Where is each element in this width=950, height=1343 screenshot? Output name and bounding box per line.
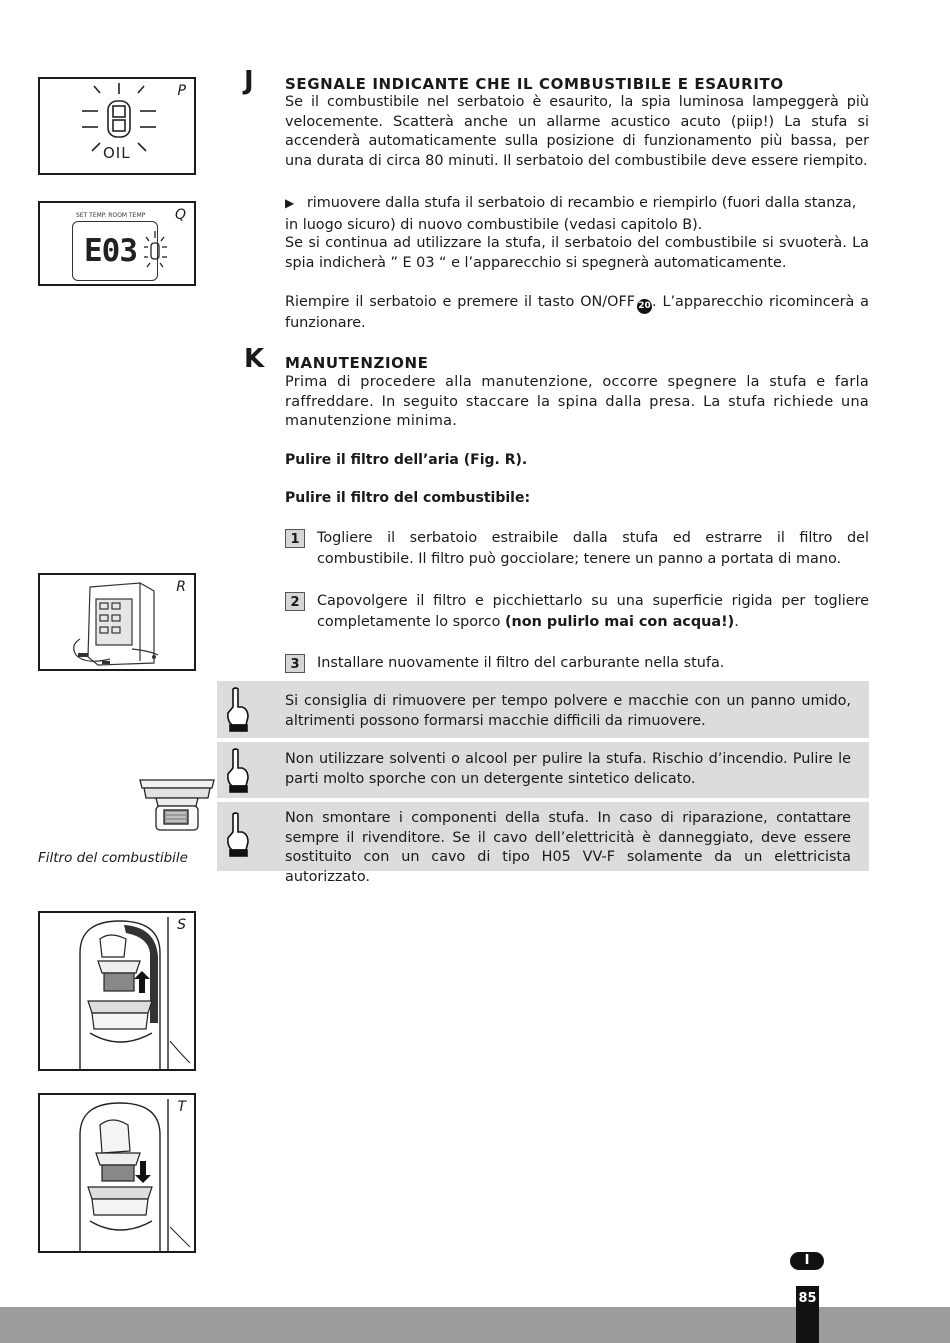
warning-box-3	[217, 802, 869, 885]
figure-p	[38, 77, 196, 175]
figure-label: P	[177, 83, 186, 99]
fuel-filter-illustration	[138, 776, 216, 832]
section-j-bullet	[285, 192, 869, 236]
warning-box-2	[217, 742, 869, 798]
error-code-display: E03	[84, 233, 137, 269]
warning-text-2: Non utilizzare solventi o alcool per pulire la stufa. Rischio d’incendio. Pulire le parti molto sporche con un detergente sintetico delicato.	[285, 751, 851, 787]
paragraph-3-start: Riempire il serbatoio e premere il tasto ON/OFF	[285, 294, 636, 310]
section-j-paragraph-1: Se il combustibile nel serbatoio è esaurito, la spia luminosa lampeggerà più velocemente. Scatterà anche un allarme acustico acuto (piip!) La stufa si accenderà automaticamente sulla posizione di funzionamento più bassa, per una durata di circa 80 minuti. Il serbatoio del combustibile deve essere riempito.	[285, 94, 869, 169]
pointing-hand-icon	[224, 812, 250, 858]
section-j-paragraph-2: Se si continua ad utilizzare la stufa, il serbatoio del combustibile si svuoterà. La spia indicherà ” E 03 “ e l’apparecchio si spegnerà automaticamente.	[285, 235, 869, 271]
bullet-text-line-1: rimuovere dalla stufa il serbatoio di recambio e riempirlo (fuori dalla stanza,	[306, 195, 857, 211]
bullet-text-line-2: in luogo sicuro) di nuovo combustibile (vedasi capitolo B).	[285, 217, 703, 233]
pointing-hand-icon	[224, 748, 250, 794]
air-filter-heading: Pulire il filtro dell’aria (Fig. R).	[285, 452, 528, 468]
section-title-j: SEGNALE INDICANTE CHE IL COMBUSTIBILE E ESAURITO	[285, 75, 784, 93]
figure-r	[38, 573, 196, 671]
step-number-3: 3	[285, 654, 305, 673]
filter-install-illustration	[40, 1095, 196, 1253]
figure-s	[38, 911, 196, 1071]
fuel-filter-caption: Filtro del combustibile	[38, 850, 188, 866]
step-text-2	[317, 591, 869, 632]
step-text-3: Installare nuovamente il filtro del carburante nella stufa.	[317, 655, 725, 671]
section-j-paragraph-3	[285, 293, 869, 334]
step-number-2: 2	[285, 592, 305, 611]
filter-removal-illustration	[40, 913, 196, 1071]
oil-label: OIL	[103, 144, 131, 162]
paragraph-3-end: . L’apparecchio ricomincerà a funzionare.	[285, 294, 869, 331]
warning-text-3: Non smontare i componenti della stufa. In caso di riparazione, contattare sempre il rivenditore. Se il cavo dell’elettricità è danneggiato, deve essere sostituito con un cavo di tipo H05 VV-F solamente da un elettricista autorizzato.	[285, 810, 851, 885]
section-k-paragraph-1: Prima di procedere alla manutenzione, occorre spegnere la stufa e farla raffreddare. In seguito staccare la spina dalla presa. La stufa richiede una manutenzione minima.	[285, 374, 869, 430]
figure-label: Q	[174, 207, 186, 223]
figure-label: T	[177, 1099, 186, 1115]
figure-t	[38, 1093, 196, 1253]
bullet-arrow-icon: ▶	[285, 196, 295, 210]
blink-rays-icon	[142, 229, 168, 275]
fuel-filter-icon	[138, 776, 216, 832]
section-letter-k: K	[244, 344, 265, 374]
heater-air-filter-illustration	[40, 575, 196, 671]
language-badge: I	[790, 1252, 824, 1270]
figure-label: S	[177, 917, 186, 933]
page-number: 85	[798, 1291, 817, 1306]
display-top-labels: SET TEMP. ROOM TEMP	[76, 212, 146, 219]
fuel-filter-heading: Pulire il filtro del combustibile:	[285, 490, 531, 506]
section-letter-j: J	[244, 66, 254, 96]
step-2-text: Capovolgere il filtro e picchiettarlo su una superficie rigida per togliere completamente lo sporco	[317, 593, 869, 630]
step-text-1: Togliere il serbatoio estraibile dalla stufa ed estrarre il filtro del combustibile. Il filtro può gocciolare; tenere un panno a portata di mano.	[317, 530, 869, 567]
step-2-bold-note: (non pulirlo mai con acqua!)	[504, 613, 735, 630]
warning-text-1: Si consiglia di rimuovere per tempo polvere e macchie con un panno umido, altrimenti possono formarsi macchie difficili da rimuovere.	[285, 693, 851, 729]
figure-label: R	[176, 579, 186, 595]
section-title-k: MANUTENZIONE	[285, 354, 429, 372]
step-2-end: .	[734, 613, 739, 630]
figure-q	[38, 201, 196, 286]
warning-box-1	[217, 681, 869, 738]
step-number-1: 1	[285, 529, 305, 548]
on-off-button-ref-badge: 20	[637, 299, 652, 314]
pointing-hand-icon	[224, 687, 250, 733]
